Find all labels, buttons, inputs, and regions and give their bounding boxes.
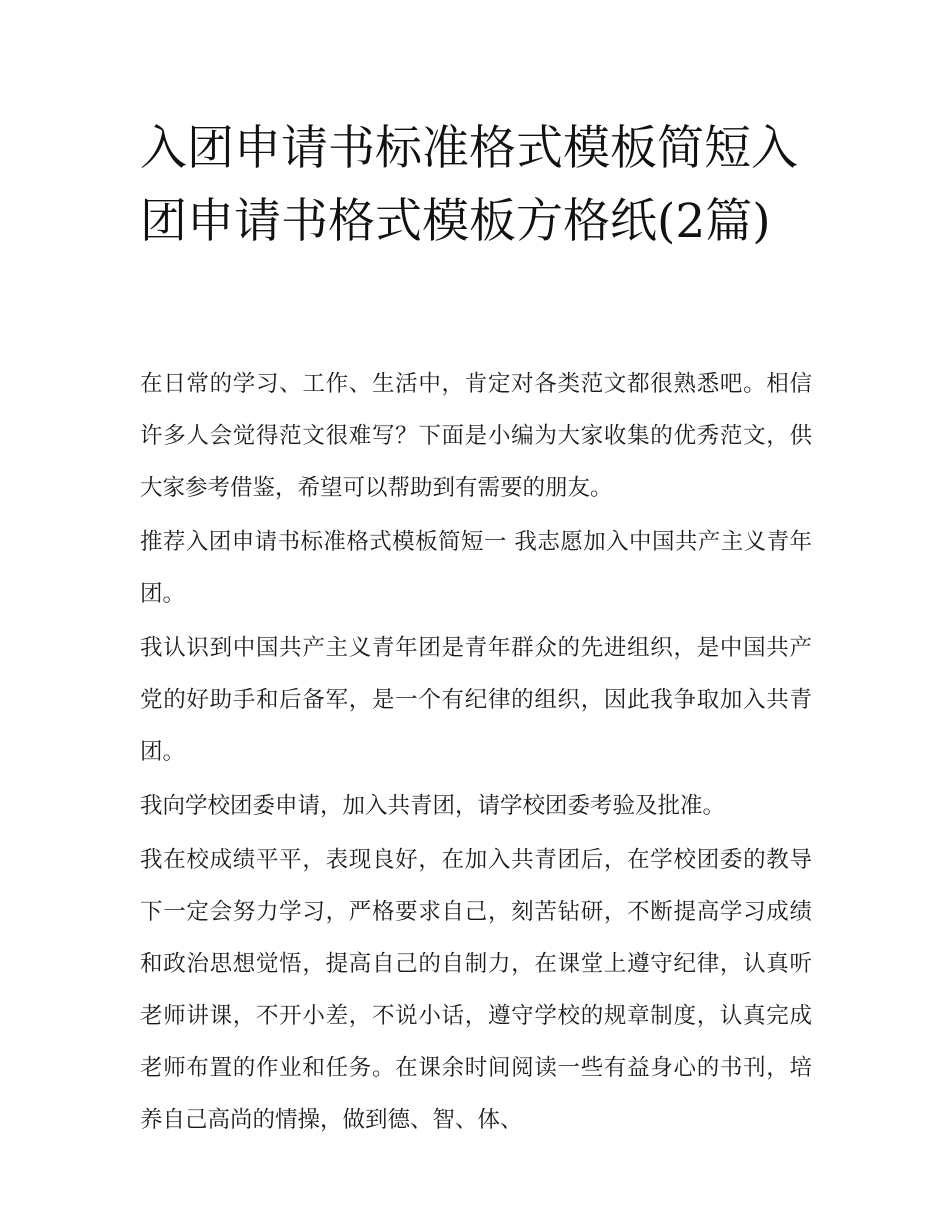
document-body	[140, 358, 812, 1148]
paragraph-application: 我向学校团委申请，加入共青团，请学校团委考验及批准。	[140, 793, 726, 819]
document-title: 入团申请书标准格式模板简短入团申请书格式模板方格纸(2篇)	[140, 121, 798, 249]
paragraph-understanding: 我认识到中国共产主义青年团是青年群众的先进组织，是中国共产党的好助手和后备军，是一个有纪律的组织，因此我争取加入共青团。	[140, 635, 812, 765]
paragraph-recommend: 推荐入团申请书标准格式模板简短一 我志愿加入中国共产主义青年团。	[140, 529, 812, 607]
paragraph-commitment: 我在校成绩平平，表现良好，在加入共青团后，在学校团委的教导下一定会努力学习，严格要求自己，刻苦钻研，不断提高学习成绩和政治思想觉悟，提高自己的自制力，在课堂上遵守纪律，认真听老师讲课，不开小差，不说小话，遵守学校的规章制度，认真完成老师布置的作业和任务。在课余时间阅读一些有益身心的书刊，培养自己高尚的情操，做到德、智、体、	[140, 847, 812, 1133]
paragraph-intro: 在日常的学习、工作、生活中，肯定对各类范文都很熟悉吧。相信许多人会觉得范文很难写？下面是小编为大家收集的优秀范文，供大家参考借鉴，希望可以帮助到有需要的朋友。	[140, 371, 812, 501]
